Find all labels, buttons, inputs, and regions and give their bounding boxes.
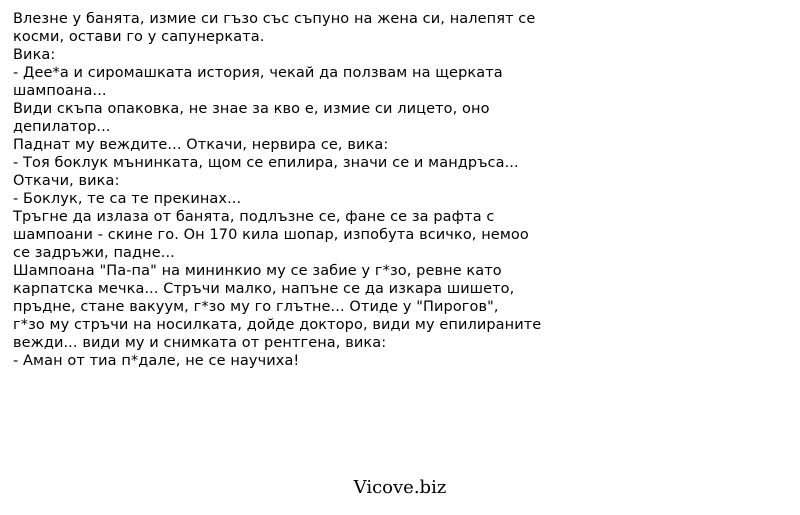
joke-line: пръдне, стане вакуум, г*зо му го глътне... Отиде у "Пирогов", bbox=[13, 299, 499, 315]
joke-line: Вика: bbox=[13, 47, 56, 63]
site-watermark: Vicove.biz bbox=[353, 477, 447, 498]
joke-line: - Тоя боклук мънинката, щом се епилира, значи се и мандръса... bbox=[13, 155, 519, 171]
joke-line: се задръжи, падне... bbox=[13, 245, 175, 261]
joke-text bbox=[13, 10, 593, 370]
joke-line: шампоани - скине го. Он 170 кила шопар, изпобута всичко, немоо bbox=[13, 227, 529, 243]
joke-line: - Боклук, те са те прекинах... bbox=[13, 191, 242, 207]
joke-line: Влезне у банята, измие си гъзо със съпуно на жена си, налепят се bbox=[13, 11, 536, 27]
joke-line: Види скъпа опаковка, не знае за кво е, измие си лицето, оно bbox=[13, 101, 490, 117]
joke-line: Тръгне да излаза от банята, подлъзне се, фане се за рафта с bbox=[13, 209, 495, 225]
joke-line: - Дее*а и сиромашката история, чекай да ползвам на щерката bbox=[13, 65, 503, 81]
joke-line: косми, остави го у сапунерката. bbox=[13, 29, 265, 45]
joke-line: шампоана... bbox=[13, 83, 107, 99]
joke-line: Паднат му веждите... Откачи, нервира се, вика: bbox=[13, 137, 389, 153]
joke-line: карпатска мечка... Стръчи малко, напъне се да изкара шишето, bbox=[13, 281, 515, 297]
joke-line: Откачи, вика: bbox=[13, 173, 120, 189]
joke-line: Шампоана "Па-па" на мининкио му се забие у г*зо, ревне като bbox=[13, 263, 502, 279]
joke-line: - Аман от тиа п*дале, не се научиха! bbox=[13, 353, 300, 369]
joke-line: депилатор... bbox=[13, 119, 111, 135]
joke-line: вежди... види му и снимката от рентгена, вика: bbox=[13, 335, 387, 351]
joke-line: г*зо му стръчи на носилката, дойде доктoро, види му епилираните bbox=[13, 317, 542, 333]
